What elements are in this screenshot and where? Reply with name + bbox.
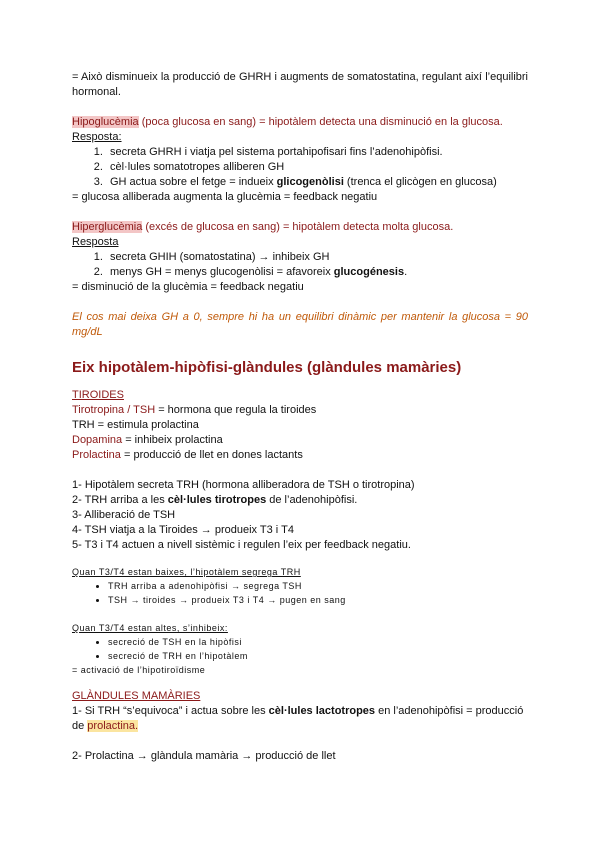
hyperglycemia-result: = disminució de la glucèmia = feedback negatiu xyxy=(72,281,304,293)
high-t3t4-list xyxy=(72,635,528,663)
mamaries-p1: 1- Si TRH “s’equivoca” i actua sobre les cèl·lules lactotropes en l’adenohipòfisi = producció de prolactina. xyxy=(72,705,524,732)
hypoglycemia-heading xyxy=(72,115,528,130)
tiroides-heading: TIROIDES xyxy=(72,389,124,401)
tiroides-step: 3- Alliberació de TSH xyxy=(72,509,176,521)
hypoglycemia-steps xyxy=(72,145,528,190)
hypoglycemia-term: Hipoglucèmia xyxy=(72,116,139,128)
low-t3t4-block xyxy=(72,565,528,607)
list-item: 2. cèl·lules somatotropes alliberen GH xyxy=(106,160,528,175)
hypoglycemia-result: = glucosa alliberada augmenta la glucèmia = feedback negatiu xyxy=(72,191,378,203)
hyperglycemia-desc: (excés de glucosa en sang) = hipotàlem detecta molta glucosa. xyxy=(142,221,454,233)
low-t3t4-title: Quan T3/T4 estan baixes, l’hipotàlem segrega TRH xyxy=(72,567,301,577)
hyperglycemia-heading xyxy=(72,220,528,235)
document-page xyxy=(72,70,528,764)
tiroides-step: 4- TSH viatja a la Tiroides → produeix T3 i T4 xyxy=(72,524,294,536)
def-tsh: Tirotropina / TSH = hormona que regula la tiroides xyxy=(72,404,317,416)
low-t3t4-list xyxy=(72,579,528,607)
tiroides-step: 2- TRH arriba a les cèl·lules tirotropes de l’adenohipòfisi. xyxy=(72,494,358,506)
hyperglycemia-term: Hiperglucèmia xyxy=(72,221,143,233)
high-t3t4-block xyxy=(72,621,528,677)
list-item: • secreció de TRH en l’hipotàlem xyxy=(108,649,528,663)
section-title: Eix hipotàlem-hipòfisi-glàndules (glàndules mamàries) xyxy=(72,359,462,376)
def-trh: TRH = estimula prolactina xyxy=(72,419,199,431)
high-t3t4-result: = activació de l’hipotiroïdisme xyxy=(72,665,206,675)
list-item: 1. secreta GHRH i viatja pel sistema portahipofisari fins l’adenohipòfisi. xyxy=(106,145,528,160)
intro-paragraph: = Això disminueix la producció de GHRH i augments de somatostatina, regulant així l’equilibri hormonal. xyxy=(72,71,528,98)
high-t3t4-title: Quan T3/T4 estan altes, s’inhibeix: xyxy=(72,623,228,633)
list-item: 3. GH actua sobre el fetge = indueix glicogenòlisi (trenca el glicògen en glucosa) xyxy=(106,175,528,190)
tiroides-step: 1- Hipotàlem secreta TRH (hormona alliberadora de TSH o tirotropina) xyxy=(72,479,415,491)
hypoglycemia-response-label: Resposta: xyxy=(72,131,122,143)
list-item: • TSH → tiroides → produeix T3 i T4 → pugen en sang xyxy=(108,593,528,607)
glycogenolysis-term: glicogenòlisi xyxy=(276,176,344,188)
glycogenesis-term: glucogénesis xyxy=(333,266,405,278)
hyperglycemia-response-label: Resposta xyxy=(72,236,119,248)
list-item: • TRH arriba a adenohipòfisi → segrega TSH xyxy=(108,579,528,593)
def-prolactina: Prolactina = producció de llet en dones lactants xyxy=(72,449,303,461)
tiroides-step: 5- T3 i T4 actuen a nivell sistèmic i regulen l’eix per feedback negatiu. xyxy=(72,539,411,551)
hyperglycemia-steps xyxy=(72,250,528,280)
list-item: • secreció de TSH en la hipòfisi xyxy=(108,635,528,649)
def-dopamina: Dopamina = inhibeix prolactina xyxy=(72,434,223,446)
gh-note: El cos mai deixa GH a 0, sempre hi ha un equilibri dinàmic per mantenir la glucosa = 90 mg/dL xyxy=(72,311,528,338)
list-item: 2. menys GH = menys glucogenòlisi = afavoreix glucogénesis. xyxy=(106,265,528,280)
prolactina-highlight: prolactina. xyxy=(87,720,139,732)
list-item: 1. secreta GHIH (somatostatina) → inhibeix GH xyxy=(106,250,528,265)
mamaries-p2: 2- Prolactina → glàndula mamària → producció de llet xyxy=(72,750,336,762)
mamaries-heading: GLÀNDULES MAMÀRIES xyxy=(72,690,201,702)
hypoglycemia-desc: (poca glucosa en sang) = hipotàlem detecta una disminució en la glucosa. xyxy=(138,116,503,128)
